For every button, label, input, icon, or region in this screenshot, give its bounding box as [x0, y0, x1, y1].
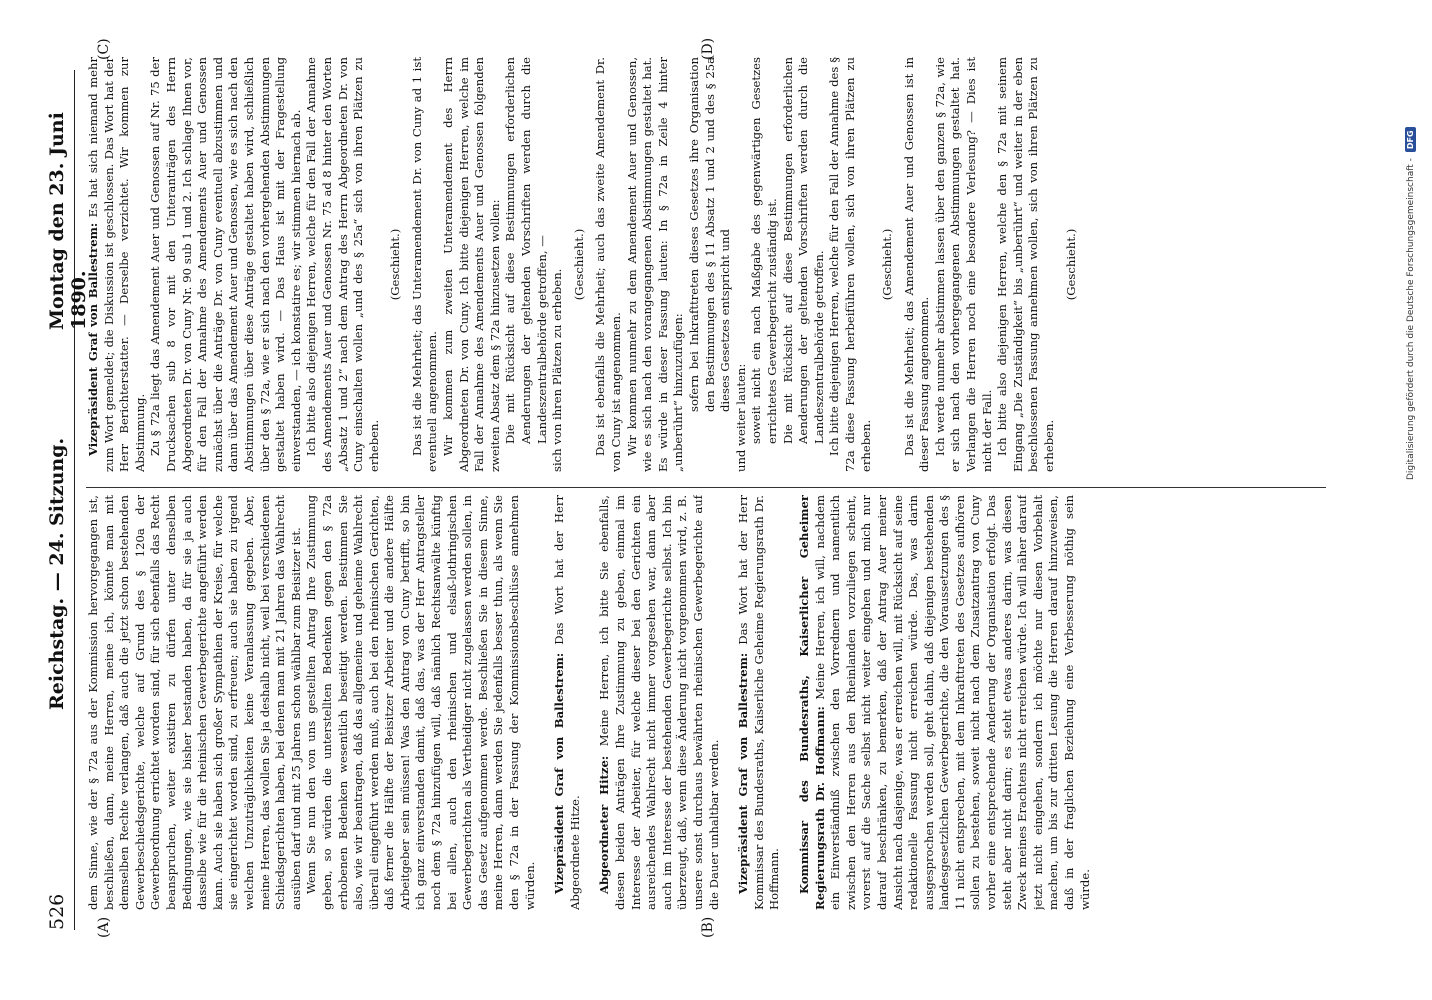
page-header	[40, 70, 90, 930]
speech-text: Meine Herren, ich bitte Sie ebenfalls, diesen beiden Anträgen Ihre Zustimmung zu geben, einmal im Interesse der Arbeiter, für welche dieser bei den Gerichten ein ausreichendes Wahlrecht nicht immer vorgesehen war, dann aber auch im Interesse der bestehenden Gewerbegerichte selbst. Ich bin überzeugt, daß, wenn diese Änderung nicht vorgenommen wird, z. B. unsere sonst durchaus bewährten rheinischen Gewerbegerichte auf die Dauer unhaltbar werden.	[597, 495, 721, 910]
paragraph: Ich bitte also diejenigen Herren, welche den § 72a mit seinem Eingang „Die Zuständigkeit“ bis „unberührt“ und weiter in der eben beschlossenen Fassung annehmen wollen, sich von ihren Plätzen zu erheben.	[995, 57, 1057, 472]
paragraph: dem Sinne, wie der § 72a aus der Kommission hervorgegangen ist, beschließen, dann, meine Herren, meine ich, könnte man mit demselben Rechte verlangen, daß auch die jetzt schon bestehenden Gewerbeschiedsgerichte, welche auf Grund des § 120a der Gewerbeordnung errichtet worden sind, für sich ebenfalls das Recht beanspruchen, weiter existiren zu dürfen unter denselben Bedingungen, wie sie bisher bestanden haben, da für sie ja auch dasselbe wie für die rheinischen Gewerbegerichte angeführt werden kann. Auch sie haben sich großer Sympathien der Kreise, für welche sie eingerichtet worden sind, zu erfreuen; auch sie haben zu irgend welchen Unzuträglichkeiten keine Veranlassung gegeben. Aber, meine Herren, das wollen Sie ja deshalb nicht, weil bei verschiedenen Schiedsgerichten haben, bei denen man mit 21 Jahren das Wahlrecht ausüben darf und mit 25 Jahren schon wählbar zum Beisitzer ist.	[86, 495, 303, 910]
speaker-name: Vizepräsident Graf von Ballestrem:	[736, 652, 751, 894]
column-divider	[86, 487, 1326, 488]
paragraph: und weiter lauten:	[733, 363, 748, 472]
paragraph: Ich bitte also diejenigen Herren, welche für den Fall der Annahme des Amendements Auer und Genossen Nr. 75 ad 8 hinter den Worten „Absatz 1 und 2“ nach dem Antrag des Herrn Abgeordneten Dr. von Cuny einschalten wollen „und des § 25a“ sich von ihren Plätzen zu erheben.	[304, 57, 381, 472]
applause-note: (Geschieht.)	[571, 228, 586, 301]
page-number: 526	[46, 893, 68, 930]
speech-text: Das Wort hat der Herr Kommissar des Bundesraths, Kaiserliche Geheime Regierungsrath Dr. Hoffmann.	[736, 495, 782, 910]
quoted-text: Die mit Rücksicht auf diese Bestimmungen erforderlichen Aenderungen der geltenden Vorschriften werden durch die Landeszentralbehörde getroffen, —	[503, 57, 549, 444]
speaker-paragraph	[86, 57, 148, 472]
applause-note: (Geschieht.)	[388, 228, 403, 301]
quoted-text: soweit nicht ein nach Maßgabe des gegenwärtigen Gesetzes errichtetes Gewerbegericht zuständig ist.	[749, 57, 779, 444]
credit-text: Digitalisierung gefördert durch die Deutsche Forschungsgemeinschaft -	[1405, 158, 1416, 480]
dfg-logo: DFG	[1405, 127, 1416, 152]
paragraph: Wir kommen zum zweiten Unteramendement des Herrn Abgeordneten Dr. von Cuny. Ich bitte diejenigen Herren, welche im Fall der Annahme des Amendements Auer und Genossen folgenden zweiten Absatz dem § 72a hinzusetzen wollen:	[441, 57, 502, 472]
speaker-name: Vizepräsident Graf von Ballestrem:	[552, 652, 567, 894]
right-column	[86, 57, 1346, 472]
paragraph: Wir kommen nunmehr zu dem Amendement Auer und Genossen, wie es sich nach den vorangegangenen Abstimmungen gestaltet hat. Es würde in dieser Fassung lauten: In § 72a in Zeile 4 hinter „unberührt“ hinzuzufügen:	[624, 57, 686, 472]
speaker-name: Kommissar des Bundesraths, Kaiserlicher Geheimer Regierungsrath Dr. Hoffmann:	[796, 495, 827, 910]
margin-letter-c: (C)	[96, 38, 112, 60]
digitization-credit	[1405, 20, 1416, 480]
paragraph: Das ist die Mehrheit; das Amendement Auer und Genossen ist in dieser Fassung angenommen.	[901, 57, 932, 472]
speaker-paragraph	[736, 495, 783, 910]
applause-note: (Geschieht.)	[1063, 228, 1078, 301]
left-column	[86, 495, 1346, 910]
speech-text: Es hat sich niemand mehr zum Wort gemeldet; die Diskussion ist geschlossen. Das Wort hat der Herr Berichterstatter. — Derselbe verzichtet. Wir kommen zur Abstimmung.	[86, 57, 147, 472]
paragraph: sich von ihren Plätzen zu erheben.	[550, 268, 565, 472]
speaker-paragraph	[552, 495, 583, 910]
paragraph: Zu § 72a liegt das Amendement Auer und Genossen auf Nr. 75 der Drucksachen sub 8 vor mit den Unteranträgen des Herrn Abgeordneten Dr. von Cuny Nr. 90 sub 1 und 2. Ich schlage Ihnen vor, für den Fall der Annahme des Amendements Auer und Genossen zunächst über die Anträge Dr. von Cuny eventuell abzustimmen und dann über das Amendement Auer und Genossen, wie es sich nach den Abstimmungen über diese Anträge gestaltet haben wird, schließlich über den § 72a, wie er sich nach den vorhergehenden Abstimmungen gestaltet haben wird. — Das Haus ist mit der Fragestellung einverstanden, — ich konstatire es; wir stimmen hiernach ab.	[148, 57, 303, 472]
quoted-text: sofern bei Inkrafttreten dieses Gesetzes ihre Organisation den Bestimmungen des § 11 Absatz 1 und 2 und des § 25a dieses Gesetzes entspricht und	[686, 57, 733, 412]
paragraph: Das ist ebenfalls die Mehrheit; auch das zweite Amendement Dr. von Cuny ist angenommen.	[593, 57, 623, 472]
margin-letter-b: (B)	[700, 916, 716, 938]
session-date: Montag den 23. Juni 1890.	[46, 112, 90, 330]
speaker-paragraph	[597, 495, 722, 910]
paragraph: Ich bitte diejenigen Herren, welche für den Fall der Annahme des § 72a diese Fassung herbeiführen wollen, sich von ihren Plätzen zu erheben.	[827, 57, 873, 472]
speaker-paragraph	[797, 495, 1093, 910]
paragraph: Ich werde nunmehr abstimmen lassen über den ganzen § 72a, wie er sich nach den vorhergegangenen Abstimmungen gestaltet hat. Verlangen die Herren noch eine besondere Verlesung? — Dies ist nicht der Fall.	[932, 57, 994, 472]
speaker-name: Vizepräsident Graf von Ballestrem:	[86, 222, 100, 456]
margin-letter-a: (A)	[96, 916, 112, 938]
session-title: Reichstag. — 24. Sitzung.	[46, 437, 68, 710]
quoted-text: Die mit Rücksicht auf diese Bestimmungen erforderlichen Aenderungen der geltenden Vorschriften werden durch die Landeszentralbehörde getroffen.	[780, 57, 826, 444]
margin-letter-d: (D)	[700, 37, 716, 60]
applause-note: (Geschieht.)	[880, 228, 895, 301]
speech-text: Das Wort hat der Herr Abgeordnete Hitze.	[552, 495, 582, 910]
paragraph: Wenn Sie nun den von uns gestellten Antrag Ihre Zustimmung geben, so würden die unterstellten Bedenken gegen den § 72a erhobenen Bedenken wesentlich beseitigt werden. Bestimmen Sie also, wie wir beantragen, daß das allgemeine und geheime Wahlrecht überall eingeführt werden muß, auch bei den rheinischen Gerichten, daß ferner die Hälfte der Beisitzer Arbeiter und die andere Hälfte Arbeitgeber sein müssen! Was den Antrag von Cuny betrifft, so bin ich ganz einverstanden damit, daß das, was der Herr Antragsteller noch dem § 72a hinzufügen will, daß nämlich Rechtsanwälte künftig bei allen, auch den rheinischen und elsaß-lothringischen Gewerbegerichten als Vertheidiger nicht zugelassen werden sollen, in das Gesetz aufgenommen werde. Beschließen Sie in diesem Sinne, meine Herren, dann werden Sie jedenfalls besser thun, als wenn Sie den § 72a in der Fassung der Kommissionsbeschlüsse annehmen würden.	[304, 495, 537, 910]
speaker-name: Abgeordneter Hitze:	[597, 755, 612, 894]
speech-text: Meine Herren, ich will, nachdem ein Einverständniß zwischen den Vorrednern und namentlich zwischen den Herren aus den Rheinlanden vorzuliegen scheint, vorerst auf die Sache selbst nicht weiter eingehen und mich nur darauf beschränken, zu bemerken, daß der Antrag Auer meiner Ansicht nach dasjenige, was er erreichen will, mit Rücksicht auf seine redaktionelle Fassung nicht erreichen würde. Das, was darin ausgesprochen werden soll, geht dahin, daß diejenigen bestehenden landesgesetzlichen Gewerbegerichte, die den Voraussetzungen des § 11 nicht entsprechen, mit dem Inkrafttreten des Gesetzes aufhören sollen zu bestehen, soweit nicht nach dem Zusatzantrag von Cuny vorher eine entsprechende Aenderung der Organisation erfolgt. Das steht aber nicht darin; es steht etwas anderes darin, was diesen Zweck meines Erachtens nicht erreichen würde. Ich will näher darauf jetzt nicht eingehen, sondern ich möchte nur diesen Vorbehalt machen, um bis zur dritten Lesung die Herren darauf hinzuweisen, daß in der fraglichen Beziehung eine Verbesserung nöthig sein würde.	[812, 495, 1092, 910]
paragraph: Das ist die Mehrheit; das Unteramendement Dr. von Cuny ad 1 ist eventuell angenommen.	[409, 57, 440, 472]
